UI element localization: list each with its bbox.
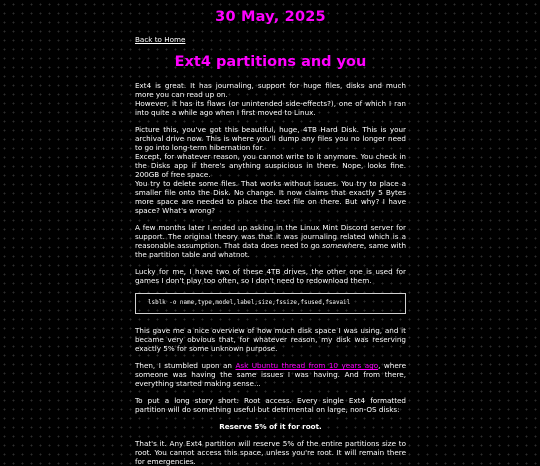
paragraph-discord: [135, 223, 406, 259]
paragraph-text: Then, I stumbled upon an: [135, 361, 236, 370]
paragraph-story: [135, 125, 406, 215]
paragraph-text: However, it has its flaws (or unintended side-effects?), one of which I ran into quite a while ago when I first moved to Linux.: [135, 99, 406, 117]
paragraph-overview: [135, 326, 406, 353]
emphasis-text: somewhere: [322, 241, 364, 250]
paragraph-text: This gave me a nice overview of how much disk space I was using, and it became very obvious that, for whatever reason, my disk was reserving exactly 5% for some unknown purpose.: [135, 326, 406, 353]
paragraph-text: , same with the partition table and whatnot.: [135, 241, 406, 259]
highlight-statement: Reserve 5% of it for root.: [219, 422, 322, 431]
ask-ubuntu-thread-link[interactable]: Ask Ubuntu thread from 10 years ago: [235, 361, 379, 370]
paragraph-text: Ext4 is great. It has journaling, support for huge files, disks and much more you can read up on.: [135, 81, 406, 99]
paragraph-text: , where someone was having the same issues I was having. And from there, everything started making sense...: [135, 361, 406, 388]
paragraph-askubuntu: [135, 361, 406, 388]
paragraph-text: That's it. Any Ext4 partition will reserve 5% of the entire partitions size to root. You cannot access this space, unless you're root. It will remain there for emergencies.: [135, 439, 406, 466]
post-date: 30 May, 2025: [215, 9, 326, 25]
article-container: [135, 0, 406, 466]
paragraph-root-access: [135, 396, 406, 414]
paragraph-text: Picture this, you've got this beautiful, huge, 4TB Hard Disk. This is your archival drive now. This is where you'll dump any files you no longer need to go into long-term hibernation for.: [135, 125, 406, 152]
command-code: lsblk -o name,type,model,label,size,fssize,fsused,fsavail: [148, 300, 351, 306]
paragraph-intro: [135, 81, 406, 117]
paragraph-text: Except, for whatever reason, you cannot write to it anymore. You check in the Disks app if there's anything suspicious in there. Nope, looks fine. 200GB of free space.: [135, 152, 406, 179]
paragraph-text: Lucky for me, I have two of these 4TB drives, the other one is used for games I don't play too often, so I don't need to redownload them.: [135, 267, 406, 285]
back-to-home-link[interactable]: Back to Home: [135, 35, 186, 44]
paragraph-text: You try to delete some files. That works without issues. You try to place a smaller file onto the Disk. No change. It now claims that exactly 5 Bytes more space are needed to place the text file on there. But why? I have space? What's wrong?: [135, 179, 406, 215]
paragraph-text: A few months later I ended up asking in the Linux Mint Discord server for support. The original theory was that it was journaling related which is a reasonable assumption. That data does need to go: [135, 223, 406, 250]
paragraph-conclusion: [135, 439, 406, 466]
code-block: [135, 293, 406, 314]
page-title: Ext4 partitions and you: [174, 54, 367, 70]
paragraph-text: To put a long story short: Root access. Every single Ext4 formatted partition will do something useful but detrimental on large, non-OS disks:: [135, 396, 406, 414]
paragraph-lucky: [135, 267, 406, 285]
